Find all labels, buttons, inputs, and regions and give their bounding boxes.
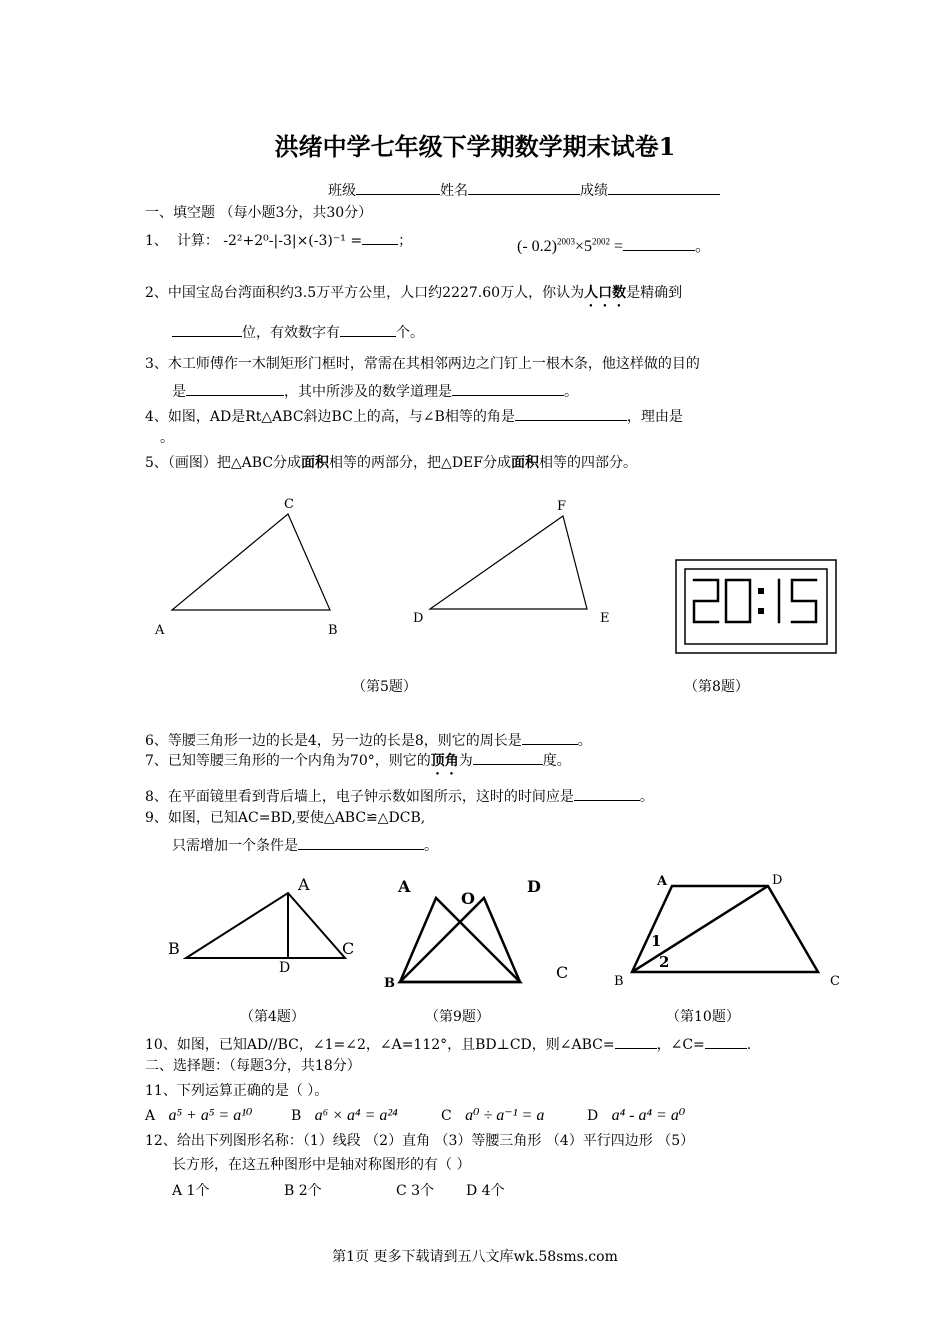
fig10-angle-1: 1 [651, 932, 662, 950]
q7-text-b: 为 [458, 753, 473, 769]
q1-exp2: 2002 [592, 236, 611, 247]
q7-blank[interactable] [473, 750, 543, 765]
fig9-label-o: O [461, 889, 475, 908]
fig4-caption: （第4题） [240, 1009, 305, 1025]
fig10-label-a: A [657, 874, 668, 889]
q5-emph-2: 面积 [510, 455, 539, 471]
q5-text-c: 相等的四部分。 [538, 455, 637, 471]
question-12-line-2: 长方形，在这五种图形中是轴对称图形的有（ ） [172, 1157, 471, 1173]
fig8-caption: （第8题） [684, 679, 749, 695]
q12-option-b[interactable]: B 2个 [284, 1183, 322, 1199]
fig10-caption: （第10题） [666, 1009, 740, 1025]
q9-blank[interactable] [298, 835, 424, 850]
q10-blank-1[interactable] [615, 1034, 657, 1049]
page-title: 洪绪中学七年级下学期数学期末试卷1 [274, 132, 676, 161]
q1-exp1: 2003 [556, 236, 575, 247]
section-2-heading: 二、选择题：（每题3分，共18分） [145, 1058, 361, 1074]
q1-blank-1[interactable] [362, 230, 398, 245]
question-1 [145, 230, 412, 250]
triangle-def [430, 516, 587, 609]
q1-text: 计算： -2²+2⁰-|-3|×(-3)⁻¹ = [176, 233, 363, 249]
question-4-line-1 [145, 406, 683, 426]
clock-colon-bottom [758, 608, 764, 614]
fig5-label-d: D [413, 611, 424, 626]
q4-blank-1[interactable] [515, 406, 627, 421]
q4-text-b: ，理由是 [626, 409, 683, 425]
q11-options [145, 1106, 685, 1125]
q3-blank-2[interactable] [452, 381, 564, 396]
q4-text-a: 4、如图，AD是Rt△ABC斜边BC上的高，与∠B相等的角是 [145, 409, 515, 425]
fig5-label-c: C [284, 497, 294, 512]
fig5-label-f: F [557, 499, 567, 514]
q2-text-d: 个。 [396, 325, 424, 341]
question-12-line-1: 12、给出下列图形名称：（1）线段 （2）直角 （3）等腰三角形 （4）平行四边形 （5） [145, 1133, 695, 1149]
q1-expr-base: (- 0.2) [517, 238, 557, 255]
q11-option-c[interactable] [441, 1106, 587, 1125]
q5-text-a: 5、（画图）把△ABC分成 [145, 455, 302, 471]
question-4-line-2: 。 [160, 430, 174, 446]
clock-colon-top [758, 588, 764, 594]
clock-digit-2 [694, 580, 718, 622]
fig10-label-b: B [614, 974, 624, 989]
fig4-label-c: C [342, 939, 355, 958]
q2-blank-2[interactable] [340, 322, 396, 337]
q3-text-c: 。 [564, 384, 578, 400]
fig9-label-c: C [556, 963, 569, 982]
fig9-label-a: A [398, 877, 411, 896]
header-info [328, 180, 720, 200]
question-11: 11、下列运算正确的是（ ）。 [145, 1083, 329, 1099]
fig9-triangle-abc [400, 898, 520, 982]
fig10-label-c: C [830, 974, 840, 989]
q11-option-d[interactable] [587, 1106, 685, 1125]
q2-blank-1[interactable] [172, 322, 242, 337]
q7-text-a: 7、已知等腰三角形的一个内角为70°，则它的 [145, 753, 431, 769]
class-blank[interactable] [356, 180, 440, 195]
q2-text-b: 是精确到 [626, 285, 683, 301]
q11-option-a[interactable] [145, 1106, 291, 1125]
fig5-label-b: B [328, 623, 338, 638]
q1-number: 1、 [145, 233, 168, 249]
q12-options [172, 1183, 505, 1200]
score-label: 成绩 [580, 183, 608, 199]
fig4-label-a: A [298, 875, 310, 894]
clock-digits [694, 580, 816, 622]
q1-eq: = [614, 238, 624, 255]
q12-option-a[interactable]: A 1个 [172, 1183, 210, 1199]
q1-expression [517, 236, 711, 256]
fig10-diagonal-bd [632, 886, 768, 972]
q10-text: 10、如图，已知AD//BC，∠1=∠2，∠A=112°，且BD⊥CD，则∠ABC= [145, 1037, 615, 1053]
q6-text: 6、等腰三角形一边的长是4，另一边的长是8，则它的周长是 [145, 733, 522, 749]
fig9-label-d: D [527, 877, 541, 896]
q11-option-c-letter: C [441, 1108, 452, 1124]
q11-option-d-letter: D [587, 1108, 599, 1124]
clock-outer-frame [676, 560, 836, 653]
fig10-label-d: D [772, 873, 783, 888]
name-label: 姓名 [440, 183, 468, 199]
q5-text-b: 相等的两部分，把△DEF分成 [329, 455, 511, 471]
q8-blank[interactable] [574, 786, 640, 801]
class-label: 班级 [328, 183, 356, 199]
q9-end: 。 [424, 838, 438, 854]
section-1-heading: 一、填空题 （每小题3分，共30分） [145, 205, 373, 221]
figure-8-clock [676, 560, 836, 653]
q5-emph-1: 面积 [301, 455, 330, 471]
q7-dotted: 顶角 [430, 753, 459, 769]
fig9-caption: （第9题） [425, 1009, 490, 1025]
fig5-label-a: A [155, 623, 165, 638]
question-10 [145, 1034, 751, 1054]
question-3-line-2 [172, 381, 578, 401]
q8-text: 8、在平面镜里看到背后墙上，电子钟示数如图所示，这时的时间应是 [145, 789, 574, 805]
q6-end: 。 [577, 733, 592, 749]
score-blank[interactable] [608, 180, 720, 195]
fig9-triangle-dbc [400, 898, 520, 982]
fig9-label-b: B [384, 976, 395, 991]
q12-option-c[interactable]: C 3个 [396, 1183, 435, 1199]
figure-9 [400, 898, 520, 982]
figure-10 [632, 886, 818, 972]
q1-blank-2[interactable] [623, 236, 695, 251]
figure-5-triangle-abc [172, 514, 587, 610]
q1-semicolon: ； [398, 233, 413, 249]
question-8 [145, 786, 654, 806]
clock-inner-frame [685, 569, 827, 644]
q11-option-b-letter: B [291, 1108, 302, 1124]
fig10-trapezoid [632, 886, 818, 972]
name-blank[interactable] [468, 180, 580, 195]
fig4-label-b: B [168, 939, 180, 958]
q2-dotted: 人口数 [584, 285, 627, 301]
question-2-line-1 [145, 285, 682, 310]
q11-option-b[interactable] [291, 1106, 441, 1125]
question-9-line-1: 9、如图，已知AC=BD,要使△ABC≌△DCB, [145, 810, 426, 826]
q12-option-d[interactable]: D 4个 [466, 1183, 505, 1199]
q6-blank[interactable] [522, 730, 578, 745]
fig5-label-e: E [600, 611, 610, 626]
q10-blank-2[interactable] [705, 1034, 747, 1049]
q10-mid: ，∠C= [656, 1037, 705, 1053]
q3-text-b: ，其中所涉及的数学道理是 [284, 384, 452, 400]
fig4-triangle [186, 893, 345, 958]
page-footer: 第1页 更多下载请到五八文库wk.58sms.com [332, 1249, 618, 1265]
question-7 [145, 750, 571, 778]
question-6 [145, 730, 592, 750]
fig5-caption: （第5题） [352, 679, 417, 695]
fig10-angle-2: 2 [659, 953, 670, 971]
question-2-line-2 [172, 322, 424, 342]
figure-4 [186, 893, 345, 958]
q11-option-d-expr: a⁴ - a⁴ = a⁰ [611, 1107, 686, 1124]
q3-blank-1[interactable] [186, 381, 284, 396]
question-3-line-1: 3、木工师傅作一木制矩形门框时，常需在其相邻两边之门钉上一根木条，他这样做的目的 [145, 356, 700, 372]
question-9-line-2 [172, 835, 438, 855]
q9-text: 只需增加一个条件是 [172, 838, 298, 854]
q1-end: 。 [695, 238, 712, 255]
q7-text-c: 度。 [542, 753, 571, 769]
clock-digit-5 [792, 580, 816, 622]
q2-text-c: 位，有效数字有 [242, 325, 340, 341]
q3-text-a: 是 [172, 384, 186, 400]
q11-option-b-expr: a⁶ × a⁴ = a²⁴ [314, 1107, 398, 1124]
fig4-label-d: D [279, 960, 291, 976]
q11-option-a-expr: a⁵ + a⁵ = a¹⁰ [168, 1107, 253, 1124]
clock-digit-0 [726, 580, 750, 622]
q1-times: ×5 [574, 238, 593, 255]
q2-text-a: 2、中国宝岛台湾面积约3.5万平方公里，人口约2227.60万人，你认为 [145, 285, 585, 301]
q11-option-c-expr: a⁰ ÷ a⁻¹ = a [465, 1107, 545, 1124]
triangle-abc [172, 514, 330, 610]
question-5 [145, 455, 637, 472]
q8-end: 。 [639, 789, 654, 805]
q10-end: . [746, 1037, 752, 1053]
q11-option-a-letter: A [145, 1108, 156, 1124]
